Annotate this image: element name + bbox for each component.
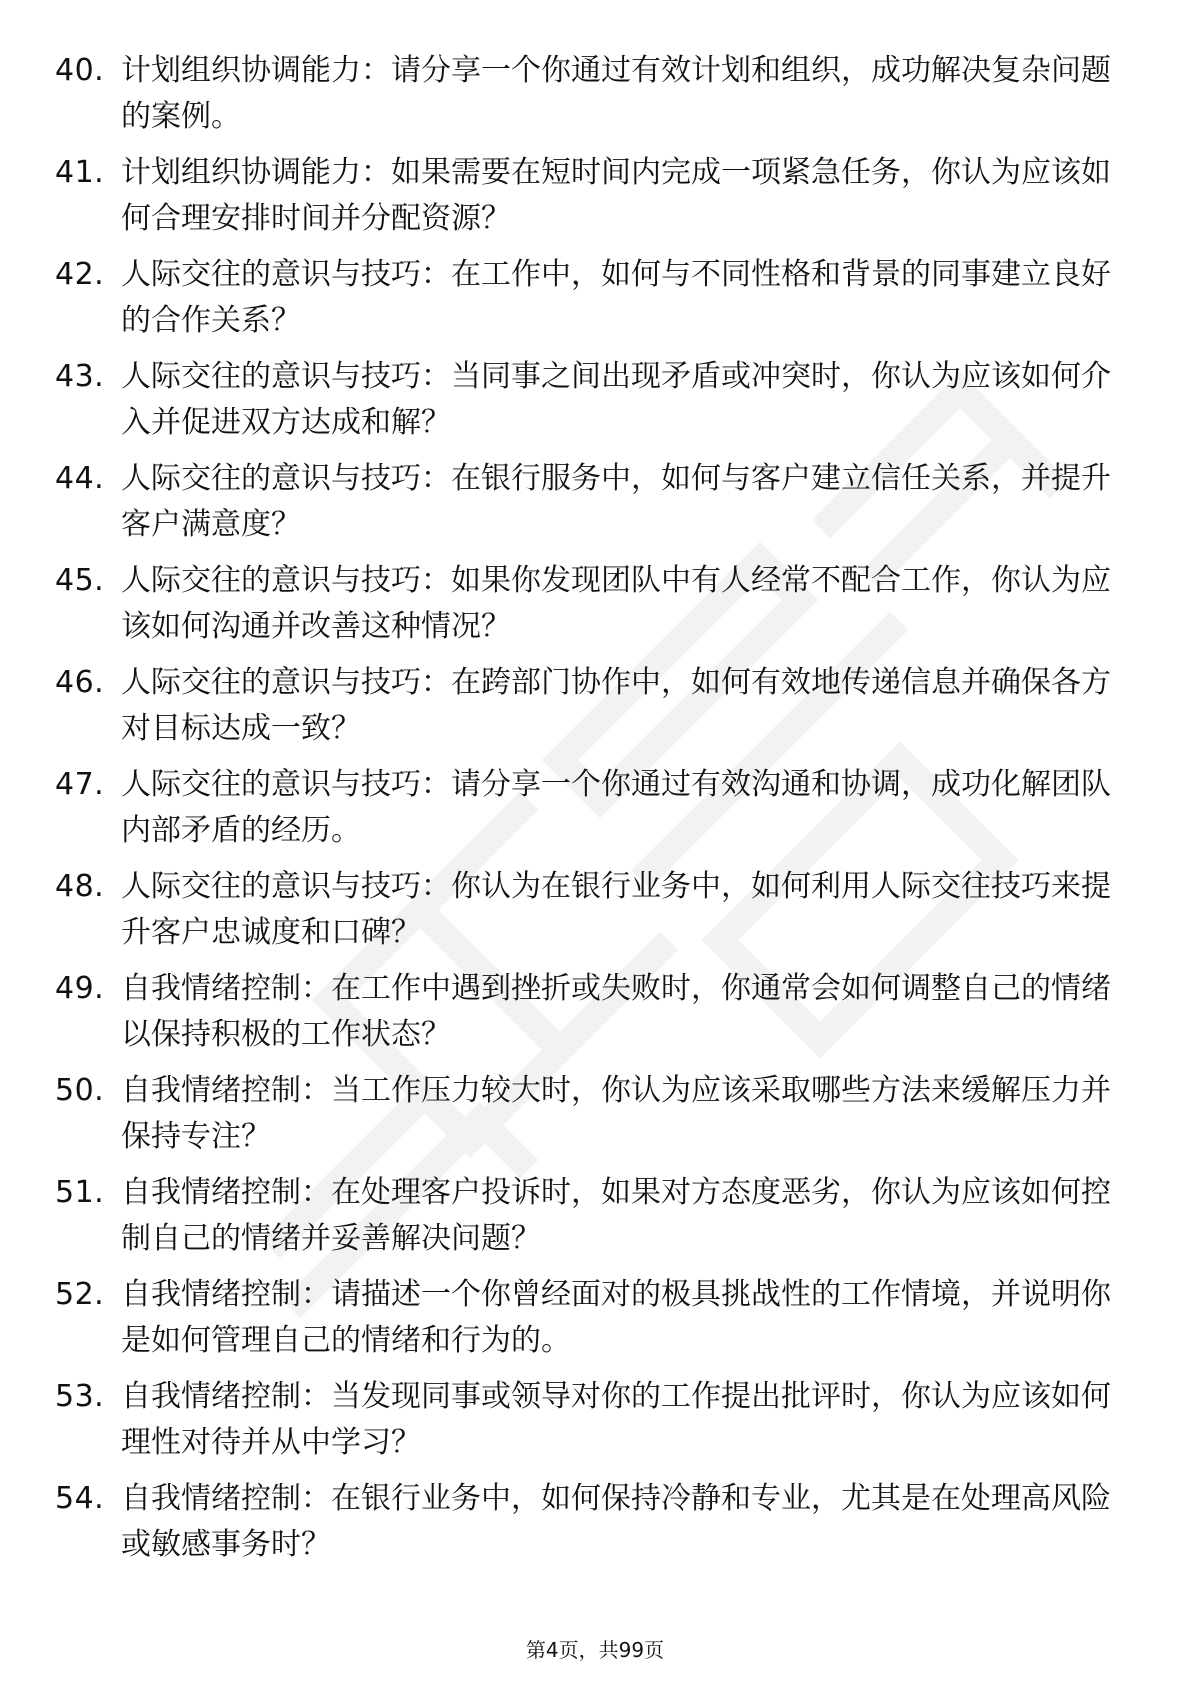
page-footer: 第4页，共99页 bbox=[525, 1638, 665, 1662]
question-number: 53. bbox=[55, 1379, 105, 1414]
question-number: 41. bbox=[55, 155, 105, 190]
question-number: 43. bbox=[55, 359, 105, 394]
question-number: 48. bbox=[55, 869, 105, 904]
list-item bbox=[55, 762, 1135, 864]
question-text: 人际交往的意识与技巧：请分享一个你通过有效沟通和协调，成功化解团队内部矛盾的经历。 bbox=[121, 767, 1111, 848]
question-number: 50. bbox=[55, 1073, 105, 1108]
list-item bbox=[55, 456, 1135, 558]
question-number: 49. bbox=[55, 971, 105, 1006]
question-number: 40. bbox=[55, 53, 105, 88]
question-text: 自我情绪控制：在处理客户投诉时，如果对方态度恶劣，你认为应该如何控制自己的情绪并妥善解决问题？ bbox=[121, 1175, 1111, 1256]
question-text: 计划组织协调能力：如果需要在短时间内完成一项紧急任务，你认为应该如何合理安排时间并分配资源？ bbox=[121, 155, 1111, 236]
list-item bbox=[55, 1374, 1135, 1476]
question-text: 人际交往的意识与技巧：当同事之间出现矛盾或冲突时，你认为应该如何介入并促进双方达成和解？ bbox=[121, 359, 1111, 440]
question-text: 人际交往的意识与技巧：如果你发现团队中有人经常不配合工作，你认为应该如何沟通并改善这种情况？ bbox=[121, 563, 1111, 644]
question-number: 46. bbox=[55, 665, 105, 700]
question-text: 自我情绪控制：请描述一个你曾经面对的极具挑战性的工作情境，并说明你是如何管理自己的情绪和行为的。 bbox=[121, 1277, 1111, 1358]
question-text: 计划组织协调能力：请分享一个你通过有效计划和组织，成功解决复杂问题的案例。 bbox=[121, 53, 1111, 134]
question-number: 45. bbox=[55, 563, 105, 598]
question-text: 自我情绪控制：当发现同事或领导对你的工作提出批评时，你认为应该如何理性对待并从中学习？ bbox=[121, 1379, 1111, 1460]
question-number: 44. bbox=[55, 461, 105, 496]
question-number: 42. bbox=[55, 257, 105, 292]
question-text: 人际交往的意识与技巧：在工作中，如何与不同性格和背景的同事建立良好的合作关系？ bbox=[121, 257, 1111, 338]
list-item bbox=[55, 1068, 1135, 1170]
question-list bbox=[55, 48, 1135, 1578]
list-item bbox=[55, 48, 1135, 150]
list-item bbox=[55, 252, 1135, 354]
question-text: 自我情绪控制：在银行业务中，如何保持冷静和专业，尤其是在处理高风险或敏感事务时？ bbox=[121, 1481, 1111, 1562]
list-item bbox=[55, 354, 1135, 456]
list-item bbox=[55, 558, 1135, 660]
question-number: 54. bbox=[55, 1481, 105, 1516]
list-item bbox=[55, 1170, 1135, 1272]
question-number: 47. bbox=[55, 767, 105, 802]
list-item bbox=[55, 966, 1135, 1068]
list-item bbox=[55, 864, 1135, 966]
question-text: 人际交往的意识与技巧：你认为在银行业务中，如何利用人际交往技巧来提升客户忠诚度和口碑？ bbox=[121, 869, 1111, 950]
question-text: 自我情绪控制：在工作中遇到挫折或失败时，你通常会如何调整自己的情绪以保持积极的工作状态？ bbox=[121, 971, 1111, 1052]
question-text: 自我情绪控制：当工作压力较大时，你认为应该采取哪些方法来缓解压力并保持专注？ bbox=[121, 1073, 1111, 1154]
question-text: 人际交往的意识与技巧：在跨部门协作中，如何有效地传递信息并确保各方对目标达成一致？ bbox=[121, 665, 1111, 746]
list-item bbox=[55, 1476, 1135, 1578]
list-item bbox=[55, 150, 1135, 252]
question-number: 52. bbox=[55, 1277, 105, 1312]
list-item bbox=[55, 1272, 1135, 1374]
question-number: 51. bbox=[55, 1175, 105, 1210]
list-item bbox=[55, 660, 1135, 762]
question-text: 人际交往的意识与技巧：在银行服务中，如何与客户建立信任关系，并提升客户满意度？ bbox=[121, 461, 1111, 542]
